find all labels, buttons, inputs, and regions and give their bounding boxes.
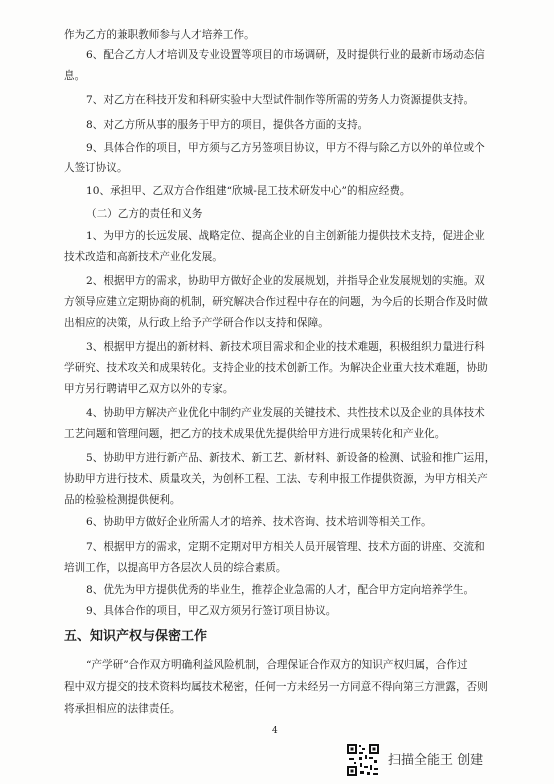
text-line: 7、对乙方在科技开发和科研实验中大型试件制作等所需的劳务人力资源提供支持。 [86, 94, 475, 106]
text-line: 技术改造和高新技术产业化发展。 [64, 251, 223, 263]
text-line: 4、协助甲方解决产业优化中制约产业发展的关键技术、共性技术以及企业的具体技术 [86, 407, 485, 419]
subsection-title: （二）乙方的责任和义务 [86, 208, 203, 220]
text-line: 出相应的决策，从行政上给予产学研合作以支持和保障。 [64, 317, 329, 329]
text-line: 8、优先为甲方提供优秀的毕业生，推荐企业急需的人才，配合甲方定向培养学生。 [86, 584, 475, 596]
text-line: 息。 [64, 70, 86, 82]
text-line: 7、根据甲方的需求，定期不定期对甲方相关人员开展管理、技术方面的讲座、交流和 [86, 541, 485, 553]
section-heading: 五、知识产权与保密工作 [64, 629, 208, 644]
text-line: 5、协助甲方进行新产品、新技术、新工艺、新材料、新设备的检测、试验和推广运用， [86, 452, 496, 464]
text-line: 10、承担甲、乙双方合作组建“欣城-昆工技术研发中心”的相应经费。 [86, 185, 411, 197]
text-line: 甲方另行聘请甲乙双方以外的专家。 [64, 383, 234, 395]
text-line: 人签订协议。 [64, 162, 128, 174]
text-line: 8、对乙方所从事的服务于甲方的项目，提供各方面的支持。 [86, 119, 369, 131]
tail-text-line: 将承担相应的法律责任。 [64, 703, 181, 715]
text-line: 协助甲方进行技术、质量攻关，为创杯工程、工法、专利申报工作提供资源，为甲方相关产 [64, 473, 488, 485]
text-line: 2、根据甲方的需求，协助甲方做好企业的发展规划，并指导企业发展规划的实施。双 [86, 275, 485, 287]
text-line: 作为乙方的兼职教师参与人才培养工作。 [64, 29, 255, 41]
scanner-brand-label: 扫描全能王 创建 [388, 753, 484, 768]
text-line: 品的检验检测提供便利。 [64, 494, 181, 506]
text-line: 3、根据甲方提出的新材料、新技术项目需求和企业的技术难题，积极组织力量进行科 [86, 341, 485, 353]
text-line: 方领导应建立定期协商的机制，研究解决合作过程中存在的问题，为今后的长期合作及时做 [64, 296, 488, 308]
page-number: 4 [272, 726, 278, 736]
text-line: 学研究、技术攻关和成果转化。支持企业的技术创新工作。为解决企业重大技术难题，协助 [64, 362, 488, 374]
text-line: 6、配合乙方人才培训及专业设置等项目的市场调研，及时提供行业的最新市场动态信 [86, 49, 485, 61]
text-line: 工艺问题和管理问题，把乙方的技术成果优先提供给甲方进行成果转化和产业化。 [64, 428, 446, 440]
text-line: 6、协助甲方做好企业所需人才的培养、技术咨询、技术培训等相关工作。 [86, 516, 432, 528]
text-line: 1、为甲方的长远发展、战略定位、提高企业的自主创新能力提供技术支持，促进企业 [86, 230, 485, 242]
text-line: 9、具体合作的项目，甲乙双方须另行签订项目协议。 [86, 605, 337, 617]
qr-code-icon [346, 743, 380, 777]
tail-text-line: 程中双方提交的技术资料均属技术秘密，任何一方未经另一方同意不得向第三方泄露，否则 [64, 681, 488, 693]
tail-text-line: “产学研”合作双方明确利益风险机制，合理保证合作双方的知识产权归属，合作过 [86, 659, 468, 671]
text-line: 培训工作，以提高甲方各层次人员的综合素质。 [64, 562, 287, 574]
text-line: 9、具体合作的项目，甲方须与乙方另签项目协议，甲方不得与除乙方以外的单位或个 [86, 142, 485, 154]
